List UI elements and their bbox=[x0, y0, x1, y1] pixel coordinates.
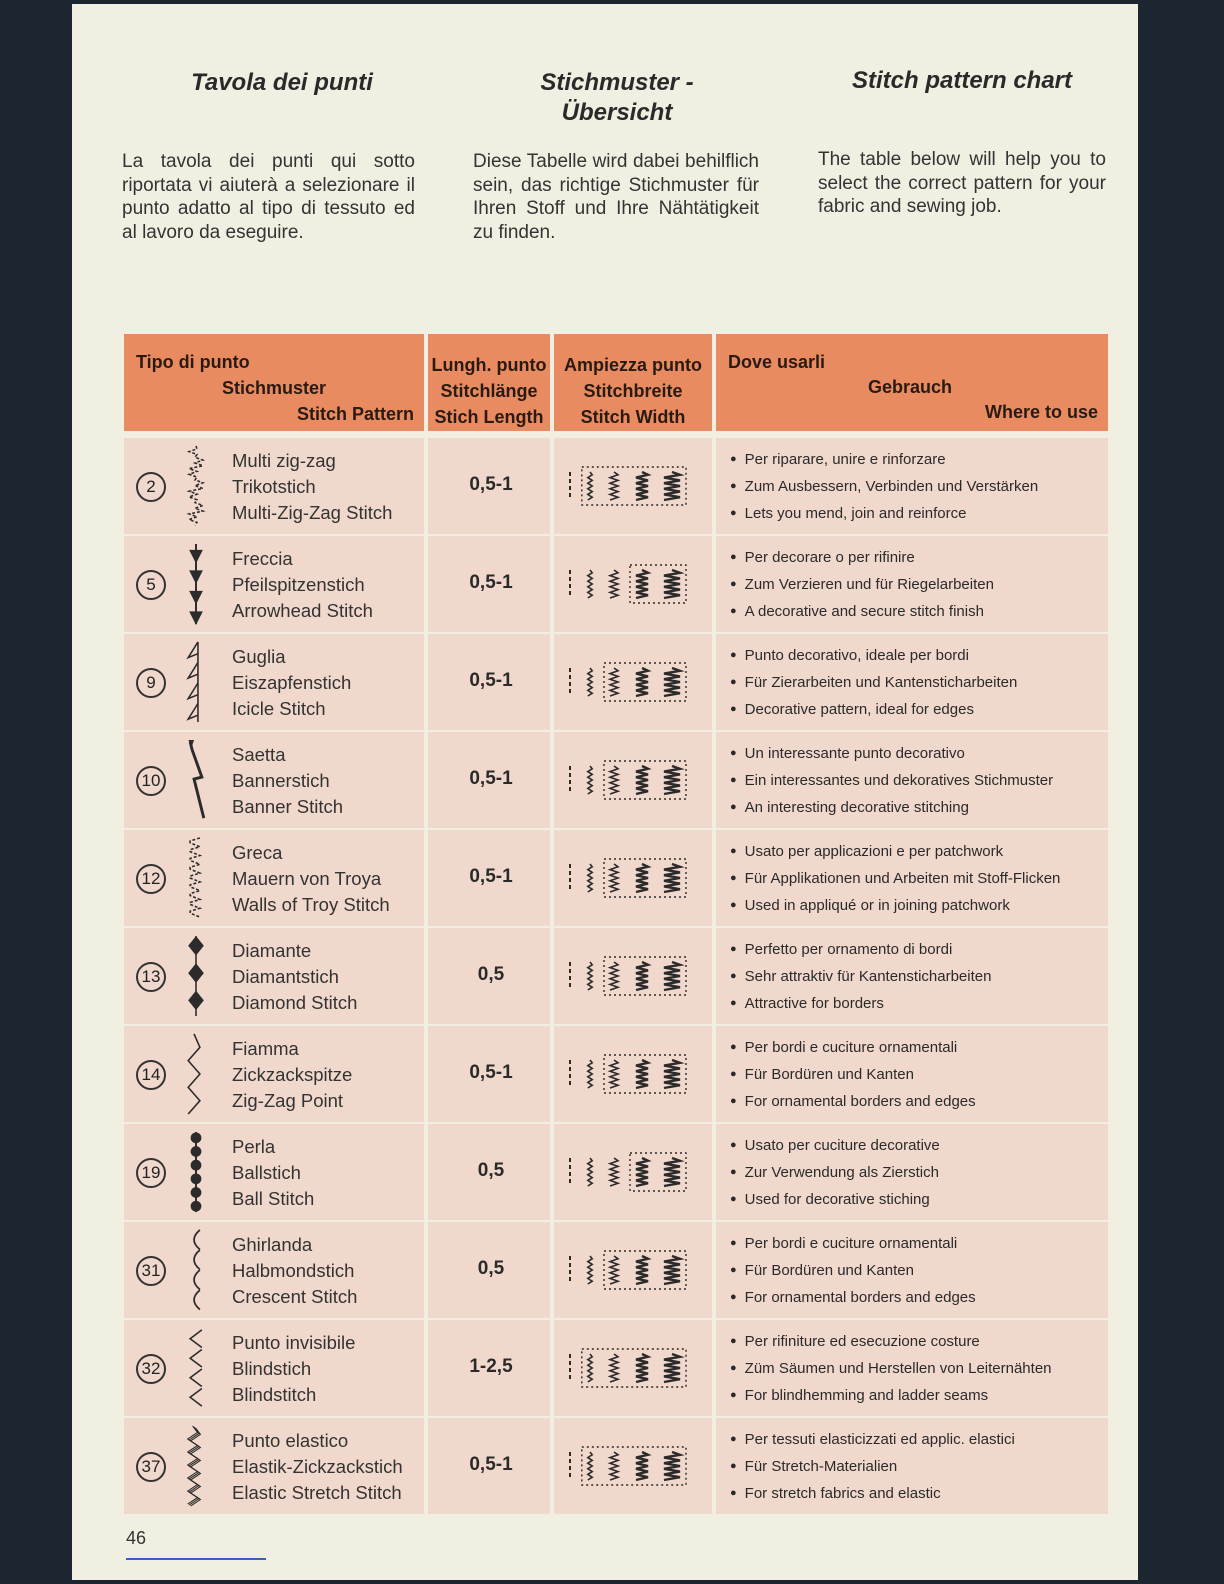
use-cell bbox=[716, 1418, 1108, 1514]
use-cell bbox=[716, 1222, 1108, 1318]
pattern-cell bbox=[124, 438, 424, 534]
pattern-names bbox=[232, 644, 351, 722]
use-item: ● Usato per cuciture decorative bbox=[730, 1132, 940, 1159]
use-list bbox=[730, 1034, 976, 1115]
pattern-cell bbox=[124, 732, 424, 828]
use-item: ● Used in appliqué or in joining patchwork bbox=[730, 892, 1060, 919]
length-cell bbox=[428, 1026, 550, 1122]
stitch-length-value: 0,5-1 bbox=[469, 1062, 513, 1083]
pattern-name: Diamond Stitch bbox=[232, 992, 358, 1013]
width-cell bbox=[554, 1222, 712, 1318]
use-item: ● Zur Verwendung als Zierstich bbox=[730, 1159, 940, 1186]
pattern-name: Punto invisibile bbox=[232, 1332, 356, 1353]
pattern-number: 5 bbox=[136, 570, 166, 600]
use-list bbox=[730, 1132, 940, 1213]
use-item: ● Punto decorativo, ideale per bordi bbox=[730, 642, 1017, 669]
pattern-name: Halbmondstich bbox=[232, 1260, 355, 1281]
pattern-name: Guglia bbox=[232, 646, 286, 667]
pattern-cell bbox=[124, 1222, 424, 1318]
multi-zigzag-stitch-icon bbox=[176, 444, 216, 528]
use-item: ● Zum Verzieren und für Riegelarbeiten bbox=[730, 571, 994, 598]
header-width-de: Stitchbreite bbox=[583, 381, 683, 401]
length-cell bbox=[428, 1222, 550, 1318]
pattern-name: Arrowhead Stitch bbox=[232, 600, 373, 621]
use-item: ● Per riparare, unire e rinforzare bbox=[730, 446, 1038, 473]
use-item: ● For ornamental borders and edges bbox=[730, 1284, 976, 1311]
header-use-it: Dove usarli bbox=[728, 352, 826, 372]
width-cell bbox=[554, 1026, 712, 1122]
use-item: ● Perfetto per ornamento di bordi bbox=[730, 936, 991, 963]
table-row bbox=[124, 536, 1108, 632]
width-cell bbox=[554, 830, 712, 926]
table-row bbox=[124, 830, 1108, 926]
stitch-width-range-icon bbox=[562, 1052, 708, 1096]
use-cell bbox=[716, 1026, 1108, 1122]
table-row bbox=[124, 928, 1108, 1024]
use-item: ● Per rifiniture ed esecuzione costure bbox=[730, 1328, 1052, 1355]
pattern-names bbox=[232, 840, 390, 918]
stitch-length-value: 0,5-1 bbox=[469, 572, 513, 593]
width-cell bbox=[554, 536, 712, 632]
header-use-de: Gebrauch bbox=[868, 377, 953, 397]
intro-german: Diese Tabelle wird dabei behilflich sein, das richtige Stichmuster für Ihren Stoff und Ihre Nähtätigkeit zu finden. bbox=[473, 151, 759, 243]
stitch-length-value: 0,5 bbox=[477, 964, 505, 985]
header-length bbox=[428, 334, 550, 431]
pattern-number: 14 bbox=[136, 1060, 166, 1090]
pattern-name: Zickzackspitze bbox=[232, 1064, 353, 1085]
use-cell bbox=[716, 830, 1108, 926]
heading-german bbox=[492, 68, 742, 128]
use-item: ● Per bordi e cuciture ornamentali bbox=[730, 1034, 976, 1061]
header-pattern bbox=[124, 334, 424, 431]
use-item: ● Lets you mend, join and reinforce bbox=[730, 500, 1038, 527]
pattern-name: Elastic Stretch Stitch bbox=[232, 1482, 402, 1503]
pattern-cell bbox=[124, 928, 424, 1024]
heading-italian: Tavola dei punti bbox=[191, 69, 373, 96]
pattern-name: Ghirlanda bbox=[232, 1234, 313, 1255]
header-width-en: Stitch Width bbox=[580, 407, 686, 427]
stitch-length-value: 0,5-1 bbox=[469, 474, 513, 495]
use-item: ● Usato per applicazioni e per patchwork bbox=[730, 838, 1060, 865]
pattern-number: 32 bbox=[136, 1354, 166, 1384]
pattern-names bbox=[232, 1134, 314, 1212]
stitch-length-value: 0,5-1 bbox=[469, 670, 513, 691]
pattern-cell bbox=[124, 634, 424, 730]
pattern-name: Blindstitch bbox=[232, 1384, 317, 1405]
walls-of-troy-stitch-icon bbox=[176, 836, 216, 920]
diamond-stitch-icon bbox=[176, 934, 216, 1018]
pattern-name: Multi-Zig-Zag Stitch bbox=[232, 502, 393, 523]
use-cell bbox=[716, 928, 1108, 1024]
use-cell bbox=[716, 732, 1108, 828]
header-pattern-de: Stichmuster bbox=[222, 378, 327, 398]
ball-stitch-icon bbox=[176, 1130, 216, 1214]
pattern-name: Walls of Troy Stitch bbox=[232, 894, 390, 915]
use-list bbox=[730, 544, 994, 625]
manual-page bbox=[72, 4, 1138, 1580]
page-underline bbox=[126, 1558, 266, 1560]
stitch-pattern-table bbox=[124, 334, 1108, 1514]
intro-english: The table below will help you to select the correct pattern for your fabric and sewing job. bbox=[818, 149, 1106, 217]
width-cell bbox=[554, 1418, 712, 1514]
table-row bbox=[124, 1124, 1108, 1220]
use-item: ● Per tessuti elasticizzati ed applic. elastici bbox=[730, 1426, 1015, 1453]
use-item: ● For ornamental borders and edges bbox=[730, 1088, 976, 1115]
stitch-width-range-icon bbox=[562, 1444, 708, 1488]
use-cell bbox=[716, 536, 1108, 632]
pattern-name: Ball Stitch bbox=[232, 1188, 315, 1209]
use-item: ● For stretch fabrics and elastic bbox=[730, 1480, 1015, 1507]
stitch-width-range-icon bbox=[562, 1150, 708, 1194]
use-item: ● An interesting decorative stitching bbox=[730, 794, 1053, 821]
use-item: ● Used for decorative stiching bbox=[730, 1186, 940, 1213]
pattern-number: 12 bbox=[136, 864, 166, 894]
pattern-number: 37 bbox=[136, 1452, 166, 1482]
header-length-en: Stich Length bbox=[434, 407, 544, 427]
table-row bbox=[124, 1026, 1108, 1122]
use-item: ● Decorative pattern, ideal for edges bbox=[730, 696, 1017, 723]
pattern-name: Saetta bbox=[232, 744, 286, 765]
use-list bbox=[730, 1230, 976, 1311]
header-pattern-it: Tipo di punto bbox=[136, 352, 250, 372]
header-length-de: Stitchlänge bbox=[440, 381, 538, 401]
pattern-cell bbox=[124, 1124, 424, 1220]
use-item: ● Züm Säumen und Herstellen von Leiternähten bbox=[730, 1355, 1052, 1382]
use-item: ● Un interessante punto decorativo bbox=[730, 740, 1053, 767]
stitch-width-range-icon bbox=[562, 464, 708, 508]
use-item: ● Für Zierarbeiten und Kantensticharbeiten bbox=[730, 669, 1017, 696]
stitch-width-range-icon bbox=[562, 758, 708, 802]
intro-italian: La tavola dei punti qui sotto riportata vi aiuterà a selezionare il punto adatto al tipo di tessuto ed al lavoro da eseguire. bbox=[122, 151, 415, 243]
elastic-stretch-stitch-icon bbox=[176, 1424, 216, 1508]
use-cell bbox=[716, 1320, 1108, 1416]
stitch-length-value: 1-2,5 bbox=[469, 1356, 513, 1377]
pattern-name: Greca bbox=[232, 842, 283, 863]
length-cell bbox=[428, 928, 550, 1024]
pattern-names bbox=[232, 448, 392, 526]
use-item: ● Für Bordüren und Kanten bbox=[730, 1061, 976, 1088]
use-item: ● Für Bordüren und Kanten bbox=[730, 1257, 976, 1284]
pattern-name: Ballstich bbox=[232, 1162, 301, 1183]
length-cell bbox=[428, 634, 550, 730]
stitch-length-value: 0,5-1 bbox=[469, 768, 513, 789]
table-row bbox=[124, 1320, 1108, 1416]
stitch-width-range-icon bbox=[562, 954, 708, 998]
pattern-name: Blindstich bbox=[232, 1358, 312, 1379]
stitch-length-value: 0,5-1 bbox=[469, 1454, 513, 1475]
icicle-stitch-icon bbox=[176, 640, 216, 724]
pattern-names bbox=[232, 1232, 357, 1310]
pattern-name: Icicle Stitch bbox=[232, 698, 326, 719]
pattern-names bbox=[232, 1428, 403, 1506]
use-item: ● Zum Ausbessern, Verbinden und Verstärken bbox=[730, 473, 1038, 500]
pattern-name: Zig-Zag Point bbox=[232, 1090, 344, 1111]
pattern-name: Freccia bbox=[232, 548, 293, 569]
pattern-name: Diamantstich bbox=[232, 966, 339, 987]
use-list bbox=[730, 642, 1017, 723]
width-cell bbox=[554, 1124, 712, 1220]
width-cell bbox=[554, 438, 712, 534]
pattern-name: Punto elastico bbox=[232, 1430, 349, 1451]
use-list bbox=[730, 936, 991, 1017]
length-cell bbox=[428, 830, 550, 926]
pattern-name: Fiamma bbox=[232, 1038, 299, 1059]
use-cell bbox=[716, 634, 1108, 730]
stitch-width-range-icon bbox=[562, 562, 708, 606]
use-item: ● A decorative and secure stitch finish bbox=[730, 598, 994, 625]
stitch-length-value: 0,5 bbox=[477, 1160, 505, 1181]
pattern-number: 13 bbox=[136, 962, 166, 992]
crescent-stitch-icon bbox=[176, 1228, 216, 1312]
heading-german-line1: Stichmuster - bbox=[540, 69, 694, 96]
pattern-cell bbox=[124, 1026, 424, 1122]
banner-stitch-icon bbox=[176, 738, 216, 822]
pattern-name: Banner Stitch bbox=[232, 796, 344, 817]
use-list bbox=[730, 1426, 1015, 1507]
pattern-cell bbox=[124, 1418, 424, 1514]
length-cell bbox=[428, 1320, 550, 1416]
pattern-name: Mauern von Troya bbox=[232, 868, 382, 889]
stitch-width-range-icon bbox=[562, 856, 708, 900]
pattern-names bbox=[232, 546, 373, 624]
pattern-name: Trikotstich bbox=[232, 476, 316, 497]
pattern-cell bbox=[124, 1320, 424, 1416]
stitch-length-value: 0,5 bbox=[477, 1258, 505, 1279]
header-width bbox=[554, 334, 712, 431]
header-width-it: Ampiezza punto bbox=[564, 355, 702, 375]
heading-german-line2: Übersicht bbox=[561, 99, 673, 126]
pattern-names bbox=[232, 1330, 355, 1408]
pattern-cell bbox=[124, 830, 424, 926]
blindstitch-icon bbox=[176, 1326, 216, 1410]
pattern-names bbox=[232, 938, 357, 1016]
pattern-names bbox=[232, 742, 343, 820]
header-length-it: Lungh. punto bbox=[431, 355, 547, 375]
use-list bbox=[730, 740, 1053, 821]
use-item: ● Attractive for borders bbox=[730, 990, 991, 1017]
length-cell bbox=[428, 732, 550, 828]
pattern-name: Multi zig-zag bbox=[232, 450, 336, 471]
use-item: ● Für Stretch-Materialien bbox=[730, 1453, 1015, 1480]
pattern-number: 2 bbox=[136, 472, 166, 502]
pattern-number: 10 bbox=[136, 766, 166, 796]
arrowhead-stitch-icon bbox=[176, 542, 216, 626]
pattern-name: Eiszapfenstich bbox=[232, 672, 352, 693]
length-cell bbox=[428, 536, 550, 632]
pattern-number: 31 bbox=[136, 1256, 166, 1286]
use-list bbox=[730, 446, 1038, 527]
pattern-number: 19 bbox=[136, 1158, 166, 1188]
table-row bbox=[124, 634, 1108, 730]
pattern-name: Elastik-Zickzackstich bbox=[232, 1456, 403, 1477]
stitch-width-range-icon bbox=[562, 1248, 708, 1292]
zigzag-point-stitch-icon bbox=[176, 1032, 216, 1116]
table-row bbox=[124, 732, 1108, 828]
use-item: ● Sehr attraktiv für Kantensticharbeiten bbox=[730, 963, 991, 990]
stitch-length-value: 0,5-1 bbox=[469, 866, 513, 887]
pattern-names bbox=[232, 1036, 352, 1114]
pattern-cell bbox=[124, 536, 424, 632]
use-item: ● Für Applikationen und Arbeiten mit Stoff-Flicken bbox=[730, 865, 1060, 892]
pattern-number: 9 bbox=[136, 668, 166, 698]
width-cell bbox=[554, 928, 712, 1024]
page-number: 46 bbox=[126, 1528, 147, 1548]
use-item: ● For blindhemming and ladder seams bbox=[730, 1382, 1052, 1409]
width-cell bbox=[554, 732, 712, 828]
width-cell bbox=[554, 634, 712, 730]
length-cell bbox=[428, 1124, 550, 1220]
use-item: ● Per decorare o per rifinire bbox=[730, 544, 994, 571]
width-cell bbox=[554, 1320, 712, 1416]
table-row bbox=[124, 1418, 1108, 1514]
use-cell bbox=[716, 438, 1108, 534]
use-cell bbox=[716, 1124, 1108, 1220]
heading-english: Stitch pattern chart bbox=[851, 67, 1073, 94]
use-item: ● Per bordi e cuciture ornamentali bbox=[730, 1230, 976, 1257]
header-use-en: Where to use bbox=[984, 402, 1098, 422]
stitch-width-range-icon bbox=[562, 1346, 708, 1390]
use-item: ● Ein interessantes und dekoratives Stichmuster bbox=[730, 767, 1053, 794]
use-list bbox=[730, 838, 1060, 919]
length-cell bbox=[428, 438, 550, 534]
header-pattern-en: Stitch Pattern bbox=[296, 404, 414, 424]
stitch-width-range-icon bbox=[562, 660, 708, 704]
table-row bbox=[124, 1222, 1108, 1318]
header-use bbox=[716, 334, 1108, 431]
table-row bbox=[124, 438, 1108, 534]
pattern-name: Diamante bbox=[232, 940, 312, 961]
pattern-name: Perla bbox=[232, 1136, 276, 1157]
pattern-name: Pfeilspitzenstich bbox=[232, 574, 365, 595]
length-cell bbox=[428, 1418, 550, 1514]
use-list bbox=[730, 1328, 1052, 1409]
pattern-name: Bannerstich bbox=[232, 770, 330, 791]
pattern-name: Crescent Stitch bbox=[232, 1286, 358, 1307]
